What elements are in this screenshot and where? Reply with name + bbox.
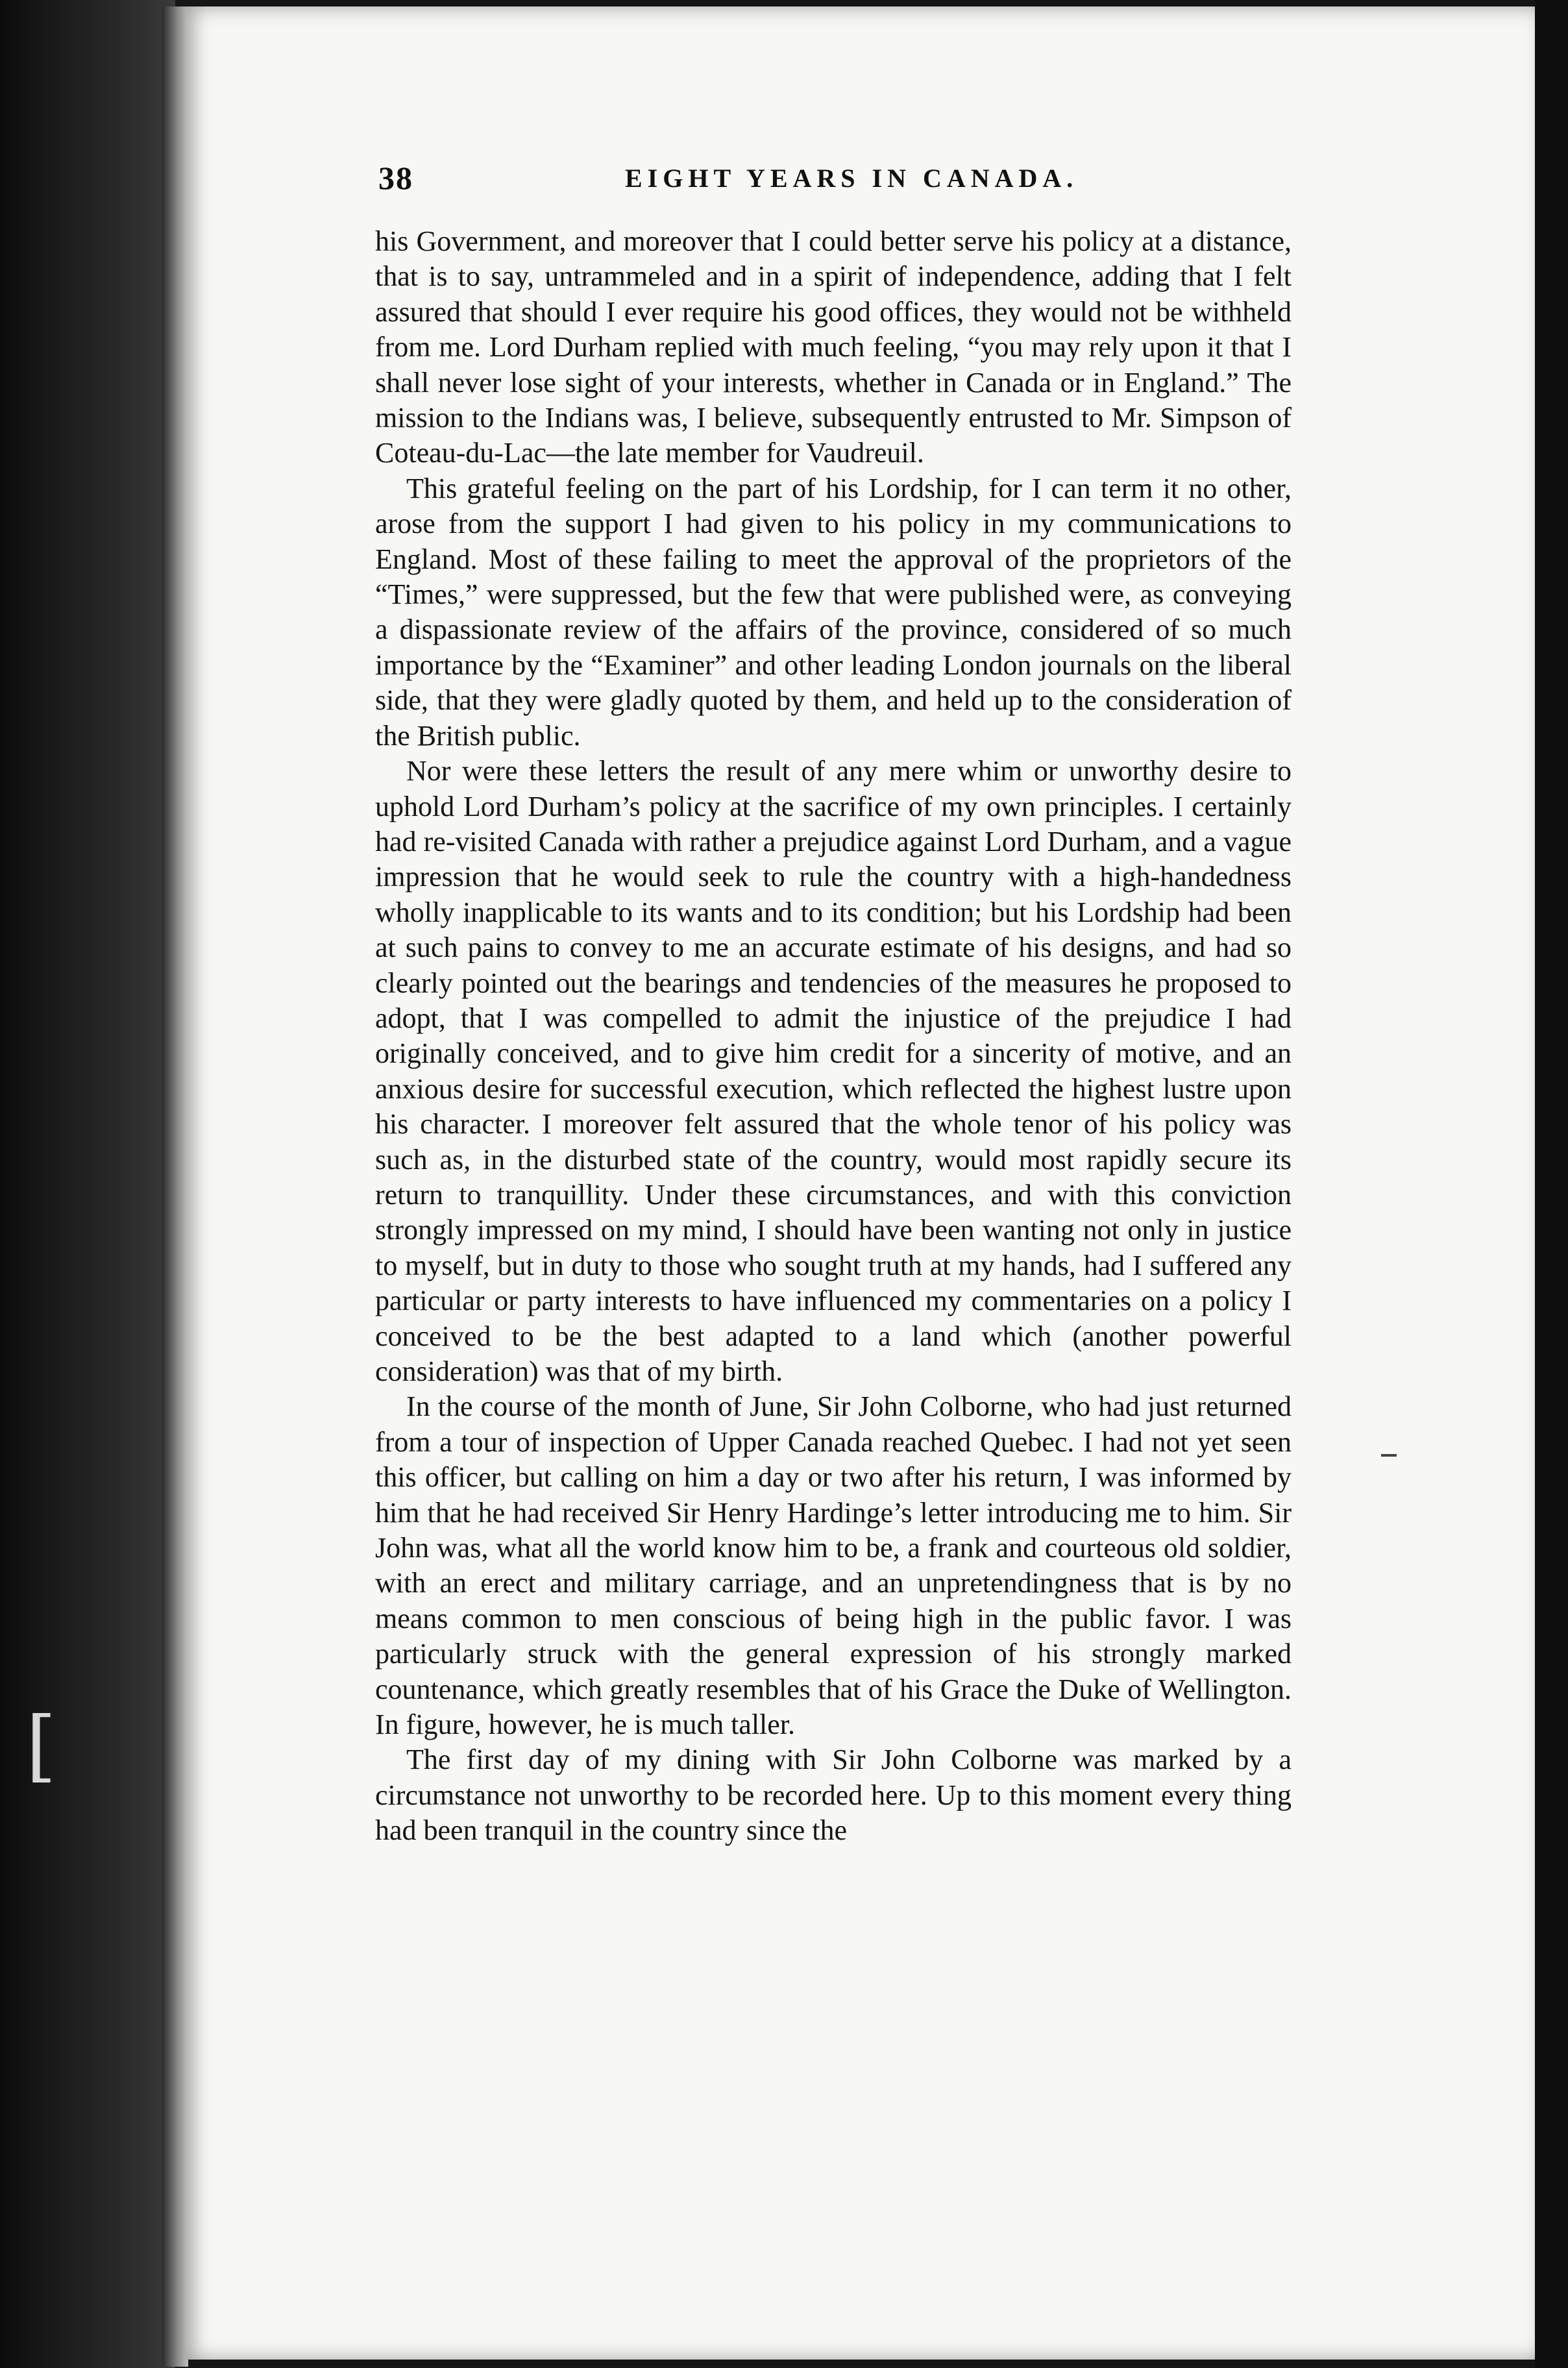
scan-border	[1535, 0, 1568, 2368]
paragraph: The first day of my dining with Sir John Colborne was marked by a circumstance not unworthy to be recorded here. Up to this moment every thing had been tranquil in the country since the	[375, 1744, 1292, 1847]
gutter-bracket-mark: [	[26, 1701, 56, 1791]
book-binding	[0, 0, 175, 2368]
paragraph: In the course of the month of June, Sir John Colborne, who had just returned from a tour of inspection of Upper Canada reached Quebec. I had not yet seen this officer, but calling on him a day or two after his return, I was informed by him that he had received Sir Henry Hardinge’s letter introducing me to him. Sir John was, what all the world know him to be, a frank and courteous old soldier, with an erect and military carriage, and an unpretendingness that is by no means common to men conscious of being high in the public favor. I was particularly struck with the general expression of his strongly marked countenance, which greatly resembles that of his Grace the Duke of Wellington. In figure, however, he is much taller.	[375, 1390, 1292, 1741]
page-header	[378, 159, 1261, 198]
paragraph: his Government, and moreover that I could better serve his policy at a distance, that is to say, untrammeled and in a spirit of independence, adding that I felt assured that should I ever require his good offices, they would not be withheld from me. Lord Durham replied with much feeling, “you may rely upon it that I shall never lose sight of your interests, whether in Canada or in England.” The mission to the Indians was, I believe, subsequently entrusted to Mr. Simpson of Coteau-du-Lac—the late member for Vaudreuil.	[375, 225, 1292, 469]
paragraph: This grateful feeling on the part of his Lordship, for I can term it no other, arose from the support I had given to his policy in my communications to England. Most of these failing to meet the approval of the proprietors of the “Times,” were suppressed, but the few that were published were, as conveying a dispassionate review of the affairs of the province, considered of so much importance by the “Examiner” and other leading London journals on the liberal side, that they were gladly quoted by them, and held up to the consideration of the British public.	[375, 472, 1292, 752]
margin-dash	[1381, 1454, 1397, 1457]
page-number: 38	[378, 160, 413, 196]
running-head: EIGHT YEARS IN CANADA.	[625, 164, 1079, 193]
paragraph: Nor were these letters the result of any mere whim or unworthy desire to uphold Lord Durham’s policy at the sacrifice of my own principles. I certainly had re-visited Canada with rather a prejudice against Lord Durham, and a vague impression that he would seek to rule the country with a high-handedness wholly inapplicable to its wants and to its condition; but his Lordship had been at such pains to convey to me an accurate estimate of his designs, and had so clearly pointed out the bearings and tendencies of the measures he proposed to adopt, that I was compelled to admit the injustice of the prejudice I had originally conceived, and to give him credit for a sincerity of motive, and an anxious desire for successful execution, which reflected the highest lustre upon his character. I moreover felt assured that the whole tenor of his policy was such as, in the disturbed state of the country, would most rapidly secure its return to tranquillity. Under these circumstances, and with this conviction strongly impressed on my mind, I should have been wanting not only in justice to myself, but in duty to those who sought truth at my hands, had I suffered any particular or party interests to have influenced my commentaries on a policy I conceived to be the best adapted to a land which (another powerful consideration) was that of my birth.	[375, 755, 1292, 1387]
body-text	[375, 224, 1292, 1849]
page-edge	[162, 6, 188, 2367]
